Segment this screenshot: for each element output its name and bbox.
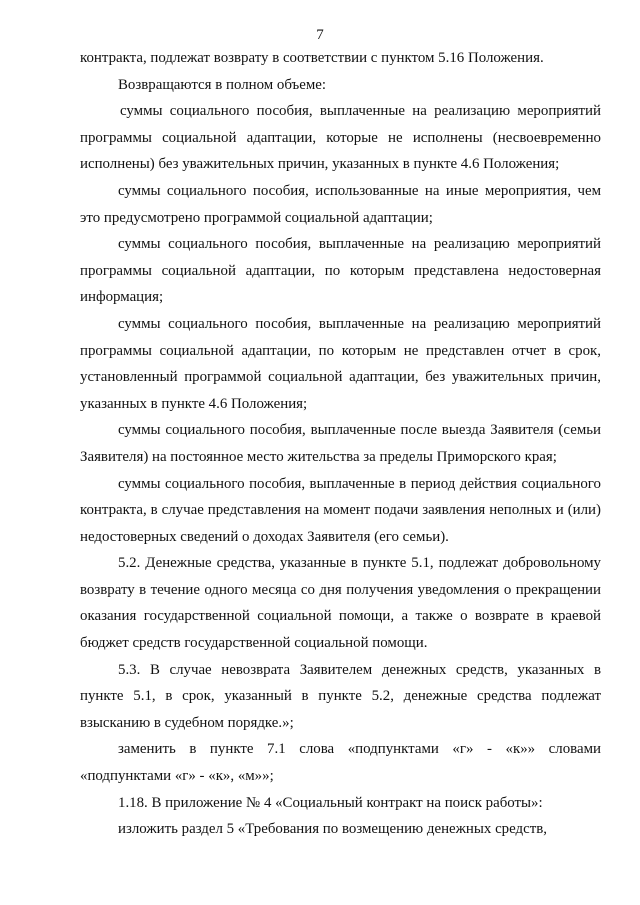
paragraph-false-information: суммы социального пособия, выплаченные на реализацию мероприятий программы социальной адаптации, по которым представлена недостоверная информация; (80, 236, 601, 306)
paragraph-5-3: 5.3. В случае невозврата Заявителем денежных средств, указанных в пункте 5.1, в срок, указанный в пункте 5.2, денежные средства подлежат взысканию в судебном порядке.»; (80, 661, 601, 731)
paragraph-other-activities: суммы социального пособия, использованные на иные мероприятия, чем это предусмотрено программой социальной адаптации; (80, 182, 601, 226)
paragraph-replace-7-1: заменить в пункте 7.1 слова «подпунктами «г» - «к»» словами «подпунктами «г» - «к», «м»»; (80, 741, 601, 785)
paragraph-unfulfilled-activities: суммы социального пособия, выплаченные на реализацию мероприятий программы социальной адаптации, которые не исполнены (несвоевременно исполнены) без уважительных причин, указанных в пункте 4.6 Положения; (80, 103, 601, 173)
paragraph-missing-report: суммы социального пособия, выплаченные на реализацию мероприятий программы социальной адаптации, по которым не представлен отчет в срок, установленный программой социальной адаптации, без уважительных причин, указанных в пункте 4.6 Положения; (80, 315, 601, 412)
page-number: 7 (316, 27, 324, 43)
paragraph-5-2: 5.2. Денежные средства, указанные в пункте 5.1, подлежат добровольному возврату в течение одного месяца со дня получения уведомления о прекращении оказания государственной социальной помощи, а также о возврате в краевой бюджет средств государственной социальной помощи. (80, 555, 601, 652)
paragraph-full-return-heading: Возвращаются в полном объеме: (118, 76, 327, 93)
paragraph-relocation: суммы социального пособия, выплаченные после выезда Заявителя (семьи Заявителя) на постоянное место жительства за пределы Приморского края; (80, 422, 601, 465)
document-body (80, 45, 601, 843)
paragraph-contract-return: контракта, подлежат возврату в соответствии с пунктом 5.16 Положения. (80, 50, 544, 66)
paragraph-incomplete-income-data: суммы социального пособия, выплаченные в период действия социального контракта, в случае представления на момент подачи заявления неполных и (или) недостоверных сведений о доходах Заявителя (его семьи). (80, 475, 601, 545)
paragraph-1-18: 1.18. В приложение № 4 «Социальный контракт на поиск работы»: (118, 794, 543, 811)
paragraph-section-5-change: изложить раздел 5 «Требования по возмещению денежных средств, (118, 821, 547, 838)
